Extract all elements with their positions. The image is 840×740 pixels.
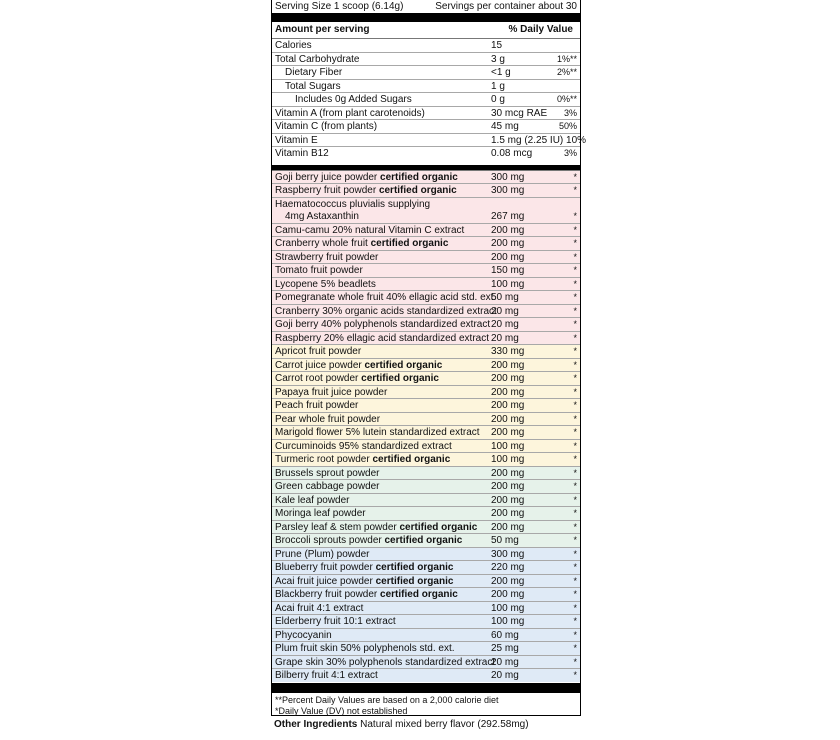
- ingredient-amount: 50 mg: [491, 535, 519, 546]
- ingredient-name-text: Parsley leaf & stem powder: [275, 521, 397, 533]
- ingredient-daily-value: *: [573, 521, 577, 532]
- supplement-facts-panel: [271, 0, 587, 716]
- certified-organic-label: certified organic: [364, 359, 443, 371]
- certified-organic-label: certified organic: [380, 589, 458, 600]
- certified-organic-label: certified organic: [361, 373, 439, 384]
- ingredient-daily-value: *: [573, 373, 577, 383]
- nutrient-name: Calories: [275, 40, 312, 51]
- nutrient-name: Vitamin B12: [275, 148, 329, 159]
- ingredient-amount: 50 mg: [491, 292, 519, 303]
- ingredient-name: [275, 615, 396, 628]
- ingredient-name: [275, 237, 448, 250]
- ingredient-amount: 267 mg: [491, 211, 525, 222]
- thick-divider: [272, 13, 580, 22]
- nutrient-row: [272, 80, 580, 94]
- ingredient-name: [275, 602, 363, 615]
- ingredient-daily-value: *: [573, 454, 577, 464]
- ingredient-name: [275, 198, 430, 211]
- ingredient-daily-value: *: [573, 265, 577, 275]
- ingredient-name-text: Pear whole fruit powder: [275, 413, 381, 425]
- bottom-divider: [272, 683, 580, 693]
- ingredient-row: [272, 561, 580, 575]
- ingredient-daily-value: *: [573, 359, 577, 370]
- ingredient-daily-value: *: [573, 508, 577, 518]
- nutrient-row: [272, 147, 580, 160]
- ingredient-daily-value: *: [573, 319, 577, 329]
- ingredient-name: [275, 642, 455, 655]
- ingredient-name: [275, 561, 453, 574]
- ingredient-amount: 20 mg: [491, 305, 519, 317]
- ingredient-name: [275, 467, 380, 480]
- ingredient-daily-value: *: [573, 224, 577, 235]
- nutrient-amount: 30 mcg RAE: [491, 107, 548, 119]
- ingredient-name-text: Curcuminoids 95% standardized extract: [275, 440, 452, 452]
- ingredient-name-text: Pomegranate whole fruit 40% ellagic acid std. ext.: [275, 292, 497, 303]
- ingredient-name: [285, 210, 359, 223]
- ingredient-name: [275, 548, 369, 561]
- ingredient-name: [275, 426, 480, 439]
- ingredient-name-text: Grape skin 30% polyphenols standardized extract: [275, 656, 496, 668]
- nutrient-name: Includes 0g Added Sugars: [295, 94, 412, 105]
- ingredient-daily-value: *: [573, 251, 577, 262]
- ingredient-name: [275, 345, 361, 358]
- ingredient-row: [272, 669, 580, 682]
- nutrient-daily-value: 1%**: [556, 53, 577, 64]
- ingredient-row: [272, 318, 580, 332]
- ingredient-row: [272, 588, 580, 602]
- ingredient-daily-value: *: [573, 481, 577, 491]
- ingredient-daily-value: *: [573, 467, 577, 478]
- ingredient-row: [272, 184, 580, 198]
- ingredient-name: [275, 399, 358, 412]
- nutrient-row: [272, 134, 587, 148]
- ingredient-name: [275, 494, 350, 507]
- nutrient-list: [272, 39, 587, 160]
- ingredient-name-text: Apricot fruit powder: [275, 346, 362, 357]
- ingredient-name-text: Moringa leaf powder: [275, 508, 366, 519]
- ingredient-amount: 100 mg: [491, 454, 525, 465]
- ingredient-daily-value: *: [573, 575, 577, 586]
- other-ingredients: [274, 718, 529, 731]
- ingredient-name-text: Strawberry fruit powder: [275, 251, 379, 263]
- ingredient-name-text: Raspberry fruit powder: [275, 185, 377, 196]
- ingredient-name-text: Raspberry 20% ellagic acid standardized extract: [275, 332, 489, 344]
- ingredient-name-text: Acai fruit 4:1 extract: [275, 602, 364, 614]
- ingredient-row: [272, 426, 580, 440]
- amount-per-serving-label: Amount per serving: [275, 24, 370, 35]
- ingredient-name-text: Tomato fruit powder: [275, 265, 363, 276]
- ingredient-daily-value: *: [573, 562, 577, 572]
- ingredient-daily-value: *: [573, 643, 577, 653]
- ingredient-daily-value: *: [573, 589, 577, 599]
- ingredient-row: [272, 224, 580, 238]
- ingredient-name-text: 4mg Astaxanthin: [285, 211, 359, 222]
- amount-header: [272, 22, 580, 38]
- ingredient-amount: 300 mg: [491, 171, 525, 183]
- ingredient-row: [272, 575, 580, 589]
- ingredient-daily-value: *: [573, 238, 577, 248]
- certified-organic-label: certified organic: [399, 521, 478, 533]
- certified-organic-label: certified organic: [370, 238, 449, 249]
- servings-per-container: Servings per container about 30: [435, 1, 577, 12]
- ingredient-name-text: Acai fruit juice powder: [275, 575, 373, 587]
- ingredient-amount: 200 mg: [491, 386, 525, 398]
- ingredient-row: [272, 237, 580, 251]
- ingredient-name: [275, 588, 458, 601]
- ingredient-name-text: Carrot juice powder: [275, 359, 362, 371]
- ingredient-daily-value: *: [573, 602, 577, 613]
- ingredient-name: [275, 440, 452, 453]
- ingredient-row: [272, 453, 580, 467]
- certified-organic-label: certified organic: [380, 171, 458, 183]
- ingredient-name: [275, 413, 380, 426]
- ingredient-row: [272, 210, 580, 224]
- ingredient-name-text: Camu-camu 20% natural Vitamin C extract: [275, 224, 465, 236]
- ingredient-daily-value: *: [573, 670, 577, 680]
- nutrient-amount: 15: [491, 40, 503, 51]
- ingredient-name-text: Blackberry fruit powder: [275, 589, 378, 600]
- nutrient-daily-value: 3%: [563, 148, 577, 158]
- ingredient-name-text: Green cabbage powder: [275, 481, 380, 492]
- ingredient-amount: 200 mg: [491, 373, 525, 384]
- ingredient-name: [275, 224, 464, 237]
- ingredient-row: [272, 372, 580, 386]
- nutrient-amount: 0.08 mcg: [491, 148, 533, 159]
- ingredient-amount: 220 mg: [491, 562, 525, 573]
- nutrient-amount: 3 g: [491, 53, 505, 65]
- ingredient-amount: 100 mg: [491, 616, 525, 627]
- ingredient-name: [275, 171, 458, 184]
- ingredient-daily-value: *: [573, 292, 577, 302]
- ingredient-row: [272, 642, 580, 656]
- ingredient-amount: 20 mg: [491, 656, 519, 668]
- ingredient-row: [272, 198, 580, 211]
- ingredient-name-text: Bilberry fruit 4:1 extract: [275, 670, 378, 681]
- ingredient-row: [272, 399, 580, 413]
- ingredient-row: [272, 480, 580, 494]
- ingredient-row: [272, 359, 580, 373]
- serving-size: Serving Size 1 scoop (6.14g): [275, 1, 404, 12]
- nutrient-name: Dietary Fiber: [285, 67, 343, 78]
- nutrient-daily-value: 2%**: [556, 67, 577, 77]
- ingredient-row: [272, 386, 580, 400]
- nutrient-row: [272, 120, 580, 134]
- ingredient-amount: 300 mg: [491, 185, 525, 196]
- ingredient-name: [275, 278, 376, 291]
- ingredient-name: [275, 521, 477, 534]
- ingredient-name-text: Broccoli sprouts powder: [275, 535, 382, 546]
- ingredient-name-text: Plum fruit skin 50% polyphenols std. ext.: [275, 643, 455, 654]
- ingredient-row: [272, 264, 580, 278]
- ingredient-row: [272, 305, 580, 319]
- ingredient-amount: 100 mg: [491, 602, 525, 614]
- ingredient-amount: 20 mg: [491, 670, 519, 681]
- ingredient-row: [272, 467, 580, 481]
- ingredient-name-text: Papaya fruit juice powder: [275, 386, 388, 398]
- ingredient-row: [272, 171, 580, 185]
- ingredient-row: [272, 345, 580, 359]
- nutrient-name: Vitamin C (from plants): [275, 121, 378, 132]
- ingredient-name-text: Cranberry whole fruit: [275, 238, 368, 249]
- ingredient-row: [272, 534, 580, 548]
- ingredient-amount: 20 mg: [491, 319, 519, 330]
- ingredient-name: [275, 291, 496, 304]
- ingredient-name-text: Prune (Plum) powder: [275, 548, 370, 560]
- nutrient-amount: 45 mg: [491, 121, 519, 132]
- ingredient-amount: 200 mg: [491, 575, 525, 587]
- nutrient-daily-value: 50%: [558, 121, 577, 131]
- nutrient-name: Vitamin E: [275, 134, 318, 146]
- ingredient-name: [275, 629, 332, 642]
- footnote-dv-not-established: *Daily Value (DV) not established: [275, 705, 408, 716]
- ingredient-daily-value: *: [573, 386, 577, 397]
- ingredient-daily-value: *: [573, 400, 577, 410]
- daily-value-label: % Daily Value: [508, 24, 573, 35]
- ingredient-amount: 25 mg: [491, 643, 519, 654]
- ingredient-name-text: Blueberry fruit powder: [275, 562, 373, 573]
- nutrient-row: [272, 66, 580, 80]
- ingredient-name-text: Carrot root powder: [275, 373, 359, 384]
- ingredient-row: [272, 629, 580, 643]
- ingredient-name-text: Phycocyanin: [275, 629, 332, 641]
- ingredient-daily-value: *: [573, 278, 577, 289]
- certified-organic-label: certified organic: [375, 562, 454, 573]
- ingredient-amount: 200 mg: [491, 508, 525, 519]
- ingredient-amount: 100 mg: [491, 278, 525, 290]
- ingredient-name-text: Marigold flower 5% lutein standardized extract: [275, 427, 480, 438]
- ingredient-amount: 200 mg: [491, 400, 525, 411]
- certified-organic-label: certified organic: [378, 185, 457, 196]
- ingredient-row: [272, 413, 580, 427]
- nutrient-amount: 0 g: [491, 94, 505, 105]
- ingredient-row: [272, 440, 580, 454]
- ingredient-name: [275, 534, 462, 547]
- nutrient-row: [272, 53, 580, 67]
- ingredient-daily-value: *: [573, 494, 577, 505]
- ingredient-name-text: Elderberry fruit 10:1 extract: [275, 616, 396, 627]
- certified-organic-label: certified organic: [372, 454, 451, 465]
- ingredient-daily-value: *: [573, 185, 577, 195]
- ingredient-name-text: Goji berry 40% polyphenols standardized extract: [275, 319, 491, 330]
- nutrient-row: [272, 93, 580, 107]
- ingredient-amount: 200 mg: [491, 413, 525, 425]
- ingredient-amount: 300 mg: [491, 548, 525, 560]
- ingredient-daily-value: *: [573, 616, 577, 626]
- ingredient-amount: 200 mg: [491, 494, 525, 506]
- ingredient-row: [272, 494, 580, 508]
- ingredient-amount: 200 mg: [491, 481, 525, 492]
- ingredient-amount: 200 mg: [491, 224, 525, 236]
- ingredient-row: [272, 615, 580, 629]
- ingredient-name: [275, 656, 495, 669]
- ingredient-name: [275, 372, 439, 385]
- ingredient-name-text: Cranberry 30% organic acids standardized extract: [275, 305, 497, 317]
- ingredient-row: [272, 656, 580, 670]
- ingredient-name-text: Kale leaf powder: [275, 494, 350, 506]
- ingredient-name: [275, 386, 387, 399]
- ingredient-name: [275, 305, 497, 318]
- ingredient-name-text: Haematococcus pluvialis supplying: [275, 198, 431, 210]
- ingredient-amount: 100 mg: [491, 440, 525, 452]
- ingredient-name: [275, 507, 366, 520]
- nutrient-name: Vitamin A (from plant carotenoids): [275, 107, 425, 119]
- nutrient-row: [272, 39, 580, 53]
- ingredient-amount: 200 mg: [491, 427, 525, 438]
- ingredient-amount: 20 mg: [491, 332, 519, 344]
- ingredient-daily-value: *: [573, 305, 577, 316]
- nutrient-daily-value: 3%: [563, 107, 577, 118]
- ingredient-row: [272, 251, 580, 265]
- ingredient-name: [275, 480, 380, 493]
- ingredient-name-text: Turmeric root powder: [275, 454, 370, 465]
- ingredient-amount: 200 mg: [491, 238, 525, 249]
- ingredient-name: [275, 332, 489, 345]
- ingredient-name-text: Brussels sprout powder: [275, 467, 380, 479]
- ingredient-daily-value: *: [573, 171, 577, 182]
- ingredient-name: [275, 318, 490, 331]
- ingredient-name: [275, 251, 378, 264]
- ingredient-daily-value: *: [573, 440, 577, 451]
- ingredient-amount: 200 mg: [491, 589, 525, 600]
- nutrient-name: Total Sugars: [285, 80, 341, 92]
- ingredient-name: [275, 184, 457, 197]
- ingredient-row: [272, 278, 580, 292]
- ingredient-daily-value: *: [573, 548, 577, 559]
- ingredient-amount: 200 mg: [491, 251, 525, 263]
- ingredient-daily-value: *: [573, 211, 577, 221]
- certified-organic-label: certified organic: [384, 535, 463, 546]
- ingredient-amount: 330 mg: [491, 346, 525, 357]
- other-ingredients-label: Other Ingredients: [274, 719, 358, 730]
- nutrient-name: Total Carbohydrate: [275, 53, 360, 65]
- ingredient-amount: 60 mg: [491, 629, 519, 641]
- ingredient-amount: 200 mg: [491, 467, 525, 479]
- serving-info: [272, 0, 580, 13]
- ingredient-daily-value: *: [573, 346, 577, 356]
- ingredient-daily-value: *: [573, 413, 577, 424]
- ingredient-name: [275, 453, 450, 466]
- ingredient-name: [275, 669, 378, 682]
- ingredient-row: [272, 291, 580, 305]
- nutrient-row: [272, 107, 580, 121]
- ingredient-row: [272, 521, 580, 535]
- ingredient-daily-value: *: [573, 427, 577, 437]
- ingredient-amount: 200 mg: [491, 359, 525, 371]
- ingredient-amount: 150 mg: [491, 265, 525, 276]
- footnote-dv-basis: **Percent Daily Values are based on a 2,000 calorie diet: [275, 694, 499, 705]
- ingredient-name-text: Lycopene 5% beadlets: [275, 278, 376, 290]
- ingredient-amount: 200 mg: [491, 521, 525, 533]
- ingredient-row: [272, 548, 580, 562]
- ingredient-row: [272, 602, 580, 616]
- nutrient-amount: 1 g: [491, 80, 505, 92]
- ingredient-list: [272, 170, 580, 682]
- ingredient-name: [275, 575, 453, 588]
- certified-organic-label: certified organic: [375, 575, 454, 587]
- other-ingredients-text: Natural mixed berry flavor (292.58mg): [360, 719, 529, 730]
- ingredient-daily-value: *: [573, 535, 577, 545]
- nutrient-amount: 1.5 mg (2.25 IU) 10%: [491, 134, 587, 146]
- ingredient-name-text: Goji berry juice powder: [275, 171, 378, 183]
- ingredient-name-text: Peach fruit powder: [275, 400, 359, 411]
- nutrient-daily-value: 0%**: [556, 94, 577, 104]
- ingredient-row: [272, 332, 580, 346]
- ingredient-daily-value: *: [573, 629, 577, 640]
- ingredient-name: [275, 264, 363, 277]
- ingredient-name: [275, 359, 442, 372]
- ingredient-row: [272, 507, 580, 521]
- ingredient-daily-value: *: [573, 656, 577, 667]
- ingredient-daily-value: *: [573, 332, 577, 343]
- nutrient-amount: <1 g: [491, 67, 511, 78]
